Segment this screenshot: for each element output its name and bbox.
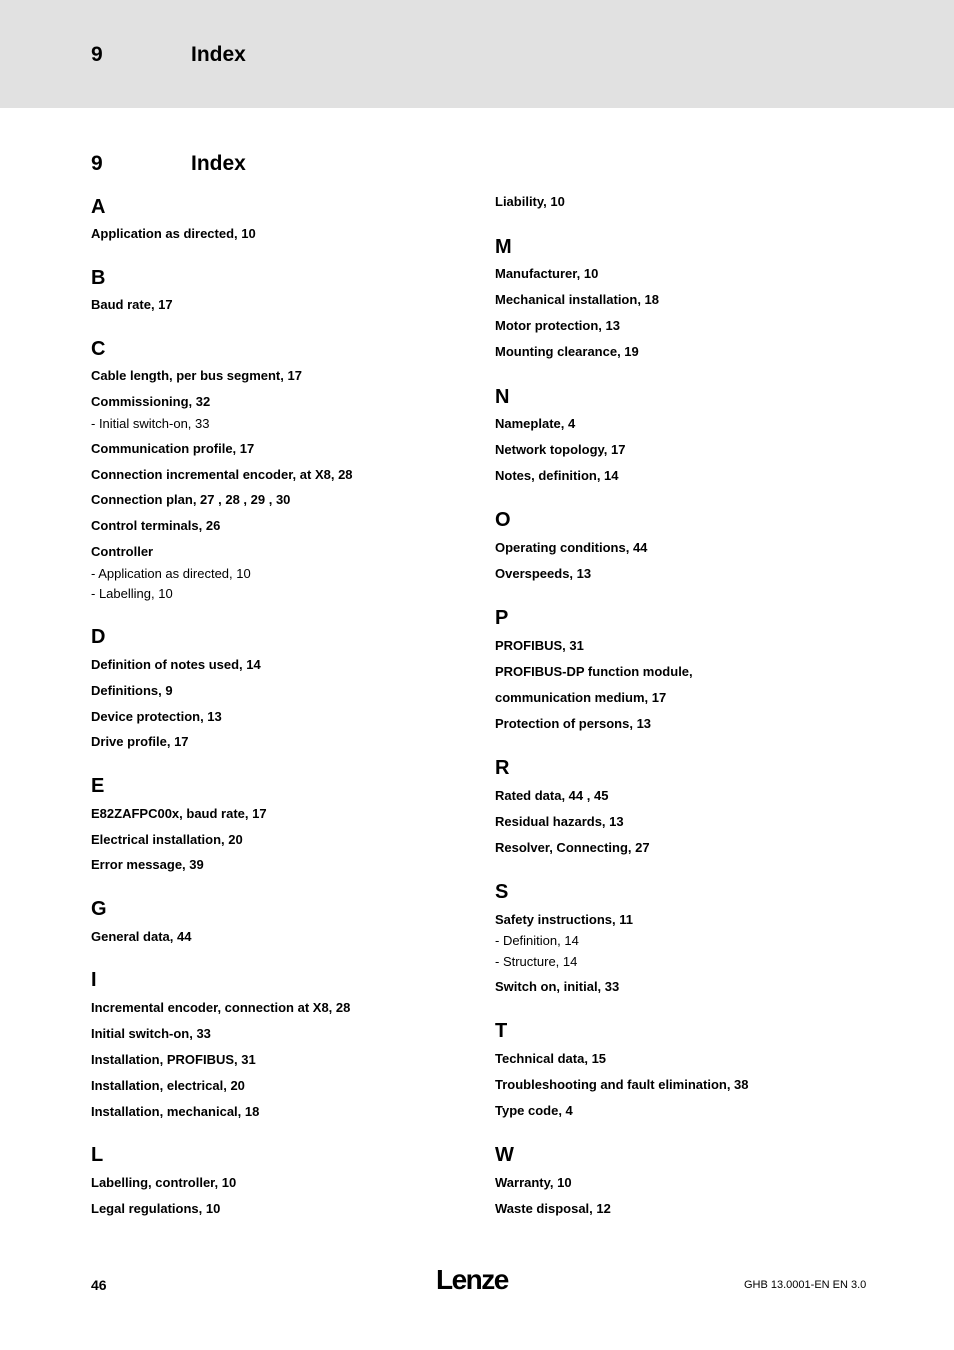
- index-entry[interactable]: Waste disposal, 12: [495, 1201, 611, 1216]
- index-entry[interactable]: Protection of persons, 13: [495, 716, 652, 731]
- index-entry[interactable]: Warranty, 10: [495, 1175, 572, 1190]
- index-entry[interactable]: Commissioning, 32: [91, 394, 211, 409]
- page-number: 46: [91, 1277, 107, 1293]
- index-entry[interactable]: Connection plan, 27 , 28 , 29 , 30: [91, 492, 291, 507]
- index-entry[interactable]: Control terminals, 26: [91, 518, 221, 533]
- index-letter-heading: C: [91, 338, 106, 360]
- index-letter-heading: S: [495, 881, 509, 903]
- index-entry[interactable]: Network topology, 17: [495, 442, 626, 457]
- index-entry[interactable]: Definitions, 9: [91, 683, 173, 698]
- running-header: [0, 0, 954, 108]
- index-entry[interactable]: Type code, 4: [495, 1103, 573, 1118]
- index-subentry[interactable]: - Labelling, 10: [91, 586, 173, 601]
- index-entry[interactable]: Notes, definition, 14: [495, 468, 619, 483]
- index-letter-heading: E: [91, 775, 105, 797]
- index-entry[interactable]: Residual hazards, 13: [495, 814, 624, 829]
- lenze-logo-text: Lenze: [436, 1264, 508, 1295]
- section-number: 9: [91, 152, 103, 175]
- index-entry[interactable]: Electrical installation, 20: [91, 832, 243, 847]
- index-entry[interactable]: General data, 44: [91, 929, 192, 944]
- index-entry[interactable]: Motor protection, 13: [495, 318, 620, 333]
- index-entry[interactable]: Error message, 39: [91, 857, 204, 872]
- document-code: GHB 13.0001-EN EN 3.0: [744, 1279, 867, 1291]
- index-entry[interactable]: Switch on, initial, 33: [495, 979, 620, 994]
- index-subentry[interactable]: - Application as directed, 10: [91, 566, 251, 581]
- index-entry[interactable]: PROFIBUS, 31: [495, 638, 584, 653]
- index-entry[interactable]: Definition of notes used, 14: [91, 657, 261, 672]
- index-letter-heading: T: [495, 1020, 508, 1042]
- index-entry[interactable]: Safety instructions, 11: [495, 912, 633, 927]
- index-entry[interactable]: PROFIBUS-DP function module,: [495, 664, 693, 679]
- index-entry[interactable]: Mechanical installation, 18: [495, 292, 659, 307]
- index-letter-heading: L: [91, 1144, 104, 1166]
- index-entry[interactable]: Cable length, per bus segment, 17: [91, 368, 302, 383]
- index-letter-heading: M: [495, 236, 512, 258]
- index-entry[interactable]: Installation, electrical, 20: [91, 1078, 245, 1093]
- index-letter-heading: D: [91, 626, 106, 648]
- index-entry[interactable]: Technical data, 15: [495, 1051, 607, 1066]
- index-entry[interactable]: Initial switch-on, 33: [91, 1026, 211, 1041]
- header-chapter-title: Index: [191, 43, 246, 66]
- index-subentry[interactable]: - Definition, 14: [495, 933, 579, 948]
- index-entry[interactable]: Controller: [91, 544, 154, 559]
- index-entry[interactable]: Overspeeds, 13: [495, 566, 592, 581]
- index-letter-heading: I: [91, 969, 97, 991]
- index-letter-heading: R: [495, 757, 510, 779]
- index-entry[interactable]: Installation, PROFIBUS, 31: [91, 1052, 256, 1067]
- index-letter-heading: B: [91, 267, 106, 289]
- index-entry[interactable]: Legal regulations, 10: [91, 1201, 221, 1216]
- index-entry[interactable]: communication medium, 17: [495, 690, 667, 705]
- index-entry[interactable]: Resolver, Connecting, 27: [495, 840, 650, 855]
- index-entry[interactable]: Manufacturer, 10: [495, 266, 599, 281]
- index-entry[interactable]: Device protection, 13: [91, 709, 222, 724]
- index-entry[interactable]: Operating conditions, 44: [495, 540, 648, 555]
- index-entry[interactable]: Communication profile, 17: [91, 441, 255, 456]
- index-entry[interactable]: Labelling, controller, 10: [91, 1175, 237, 1190]
- header-chapter-number: 9: [91, 43, 103, 66]
- index-letter-heading: O: [495, 509, 511, 531]
- index-entry[interactable]: Drive profile, 17: [91, 734, 189, 749]
- index-entry[interactable]: Application as directed, 10: [91, 226, 256, 241]
- index-entry[interactable]: Installation, mechanical, 18: [91, 1104, 260, 1119]
- index-letter-heading: W: [495, 1144, 514, 1166]
- index-entry[interactable]: E82ZAFPC00x, baud rate, 17: [91, 806, 267, 821]
- page-title: Index: [191, 152, 246, 175]
- index-entry[interactable]: Mounting clearance, 19: [495, 344, 639, 359]
- lenze-logo: [436, 1264, 516, 1296]
- index-letter-heading: G: [91, 898, 107, 920]
- index-entry[interactable]: Liability, 10: [495, 194, 565, 209]
- index-entry[interactable]: Connection incremental encoder, at X8, 28: [91, 467, 353, 482]
- index-entry[interactable]: Nameplate, 4: [495, 416, 576, 431]
- index-entry[interactable]: Baud rate, 17: [91, 297, 173, 312]
- index-entry[interactable]: Troubleshooting and fault elimination, 38: [495, 1077, 749, 1092]
- index-letter-heading: A: [91, 196, 106, 218]
- index-subentry[interactable]: - Structure, 14: [495, 954, 578, 969]
- index-entry[interactable]: Incremental encoder, connection at X8, 28: [91, 1000, 351, 1015]
- index-entry[interactable]: Rated data, 44 , 45: [495, 788, 609, 803]
- index-letter-heading: P: [495, 607, 509, 629]
- index-subentry[interactable]: - Initial switch-on, 33: [91, 416, 210, 431]
- index-letter-heading: N: [495, 386, 510, 408]
